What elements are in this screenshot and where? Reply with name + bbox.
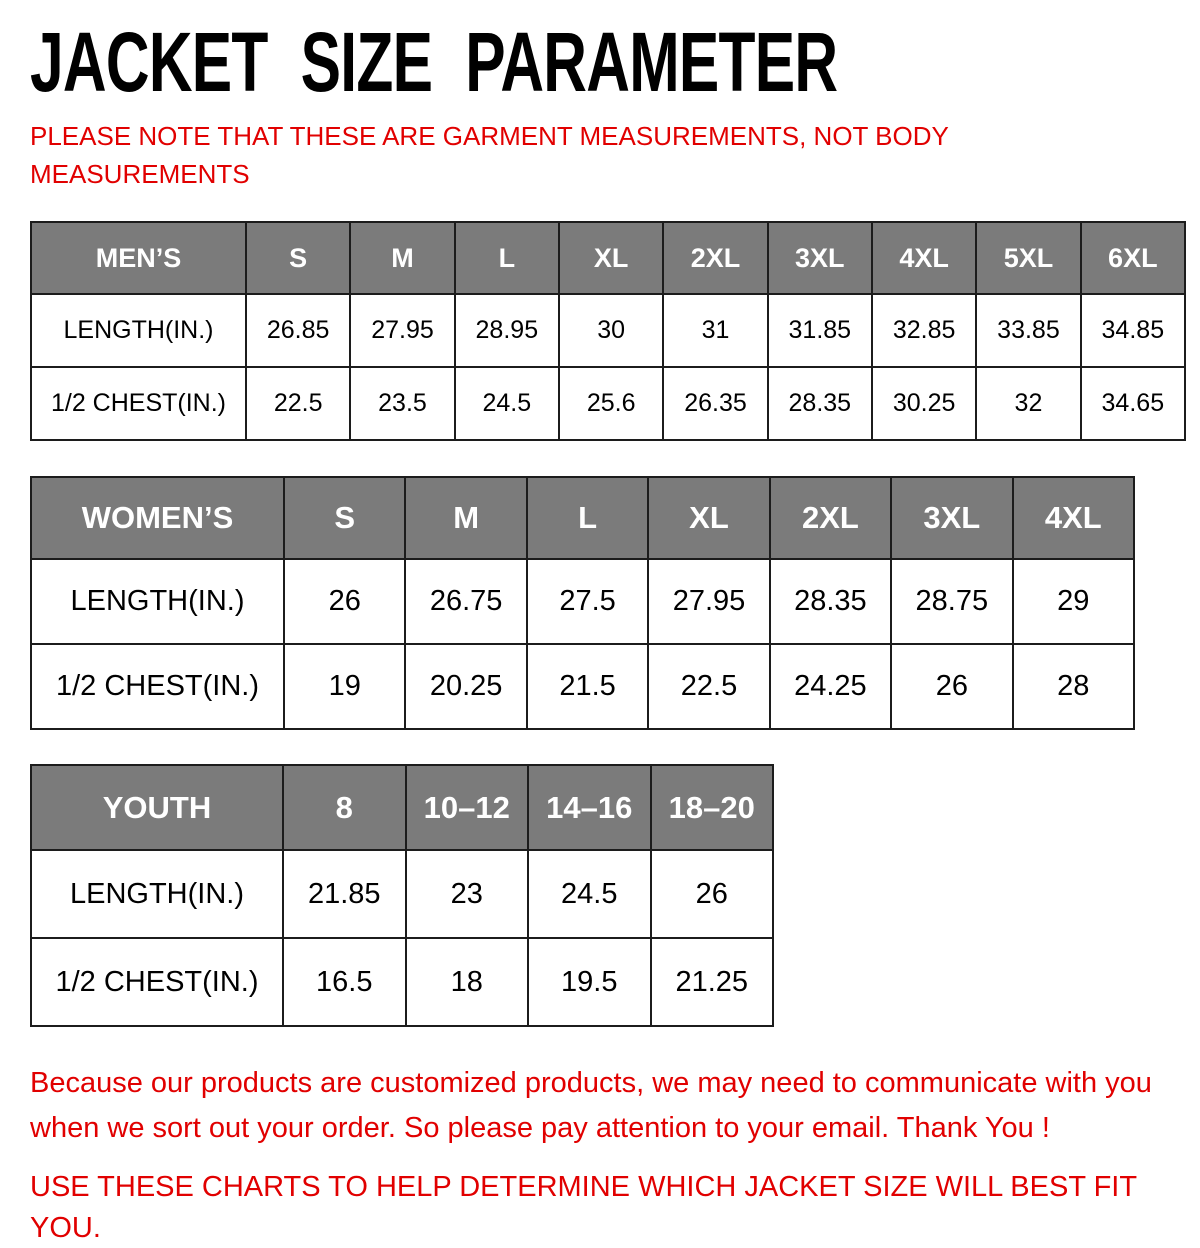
- size-cell: 28.95: [455, 294, 559, 367]
- size-cell: 26.35: [663, 367, 767, 440]
- column-header-xl: XL: [559, 222, 663, 294]
- size-cell: 30.25: [872, 367, 976, 440]
- column-header-10-12: 10–12: [406, 765, 529, 850]
- mens-header-row: [31, 222, 1185, 294]
- size-cell: 27.5: [527, 559, 648, 644]
- column-header-s: S: [246, 222, 350, 294]
- column-header-s: S: [284, 477, 405, 559]
- column-header-m: M: [405, 477, 526, 559]
- size-cell: 28.35: [770, 559, 891, 644]
- size-cell: 19.5: [528, 938, 651, 1026]
- column-header-4xl: 4XL: [1013, 477, 1134, 559]
- column-header-m: M: [350, 222, 454, 294]
- youth-length-row: [31, 850, 773, 938]
- page-title: JACKET SIZE PARAMETER: [30, 15, 838, 109]
- size-cell: 28.75: [891, 559, 1012, 644]
- size-cell: 26: [284, 559, 405, 644]
- size-cell: 32.85: [872, 294, 976, 367]
- size-cell: 26.85: [246, 294, 350, 367]
- size-cell: 23.5: [350, 367, 454, 440]
- chart-usage-note: USE THESE CHARTS TO HELP DETERMINE WHICH JACKET SIZE WILL BEST FIT YOU.: [30, 1171, 1137, 1244]
- womens-chest-row: [31, 644, 1134, 729]
- size-cell: 16.5: [283, 938, 406, 1026]
- womens-length-row: [31, 559, 1134, 644]
- size-cell: 25.6: [559, 367, 663, 440]
- mens-table-title: MEN’S: [31, 222, 246, 294]
- size-cell: 28.35: [768, 367, 872, 440]
- column-header-xl: XL: [648, 477, 769, 559]
- column-header-3xl: 3XL: [768, 222, 872, 294]
- row-label: LENGTH(IN.): [31, 559, 284, 644]
- youth-header-row: [31, 765, 773, 850]
- womens-header-row: [31, 477, 1134, 559]
- size-cell: 22.5: [648, 644, 769, 729]
- size-cell: 34.65: [1081, 367, 1185, 440]
- mens-length-row: [31, 294, 1185, 367]
- size-cell: 29: [1013, 559, 1134, 644]
- size-cell: 28: [1013, 644, 1134, 729]
- mens-size-table: [30, 221, 1186, 441]
- mens-chest-row: [31, 367, 1185, 440]
- size-cell: 31.85: [768, 294, 872, 367]
- column-header-5xl: 5XL: [976, 222, 1080, 294]
- column-header-2xl: 2XL: [770, 477, 891, 559]
- row-label: LENGTH(IN.): [31, 850, 283, 938]
- size-cell: 24.25: [770, 644, 891, 729]
- size-cell: 22.5: [246, 367, 350, 440]
- size-cell: 33.85: [976, 294, 1080, 367]
- size-cell: 18: [406, 938, 529, 1026]
- size-cell: 26: [651, 850, 774, 938]
- column-header-3xl: 3XL: [891, 477, 1012, 559]
- size-cell: 34.85: [1081, 294, 1185, 367]
- garment-measurement-note: PLEASE NOTE THAT THESE ARE GARMENT MEASUREMENTS, NOT BODY MEASUREMENTS: [30, 121, 949, 189]
- size-cell: 26.75: [405, 559, 526, 644]
- size-cell: 23: [406, 850, 529, 938]
- youth-chest-row: [31, 938, 773, 1026]
- youth-size-table: [30, 764, 774, 1027]
- size-cell: 26: [891, 644, 1012, 729]
- womens-table-title: WOMEN’S: [31, 477, 284, 559]
- column-header-l: L: [455, 222, 559, 294]
- row-label: 1/2 CHEST(IN.): [31, 367, 246, 440]
- column-header-4xl: 4XL: [872, 222, 976, 294]
- size-cell: 24.5: [455, 367, 559, 440]
- size-cell: 31: [663, 294, 767, 367]
- row-label: 1/2 CHEST(IN.): [31, 644, 284, 729]
- column-header-l: L: [527, 477, 648, 559]
- size-cell: 30: [559, 294, 663, 367]
- column-header-6xl: 6XL: [1081, 222, 1185, 294]
- column-header-8: 8: [283, 765, 406, 850]
- size-cell: 27.95: [648, 559, 769, 644]
- column-header-14-16: 14–16: [528, 765, 651, 850]
- size-cell: 21.25: [651, 938, 774, 1026]
- size-cell: 21.85: [283, 850, 406, 938]
- size-cell: 19: [284, 644, 405, 729]
- womens-size-table: [30, 476, 1135, 730]
- size-cell: 24.5: [528, 850, 651, 938]
- row-label: LENGTH(IN.): [31, 294, 246, 367]
- column-header-2xl: 2XL: [663, 222, 767, 294]
- size-cell: 20.25: [405, 644, 526, 729]
- size-cell: 27.95: [350, 294, 454, 367]
- row-label: 1/2 CHEST(IN.): [31, 938, 283, 1026]
- size-cell: 21.5: [527, 644, 648, 729]
- size-cell: 32: [976, 367, 1080, 440]
- customization-notice: Because our products are customized products, we may need to communicate with you when we sort out your order. So please pay attention to your email. Thank You !: [30, 1067, 1152, 1145]
- column-header-18-20: 18–20: [651, 765, 774, 850]
- youth-table-title: YOUTH: [31, 765, 283, 850]
